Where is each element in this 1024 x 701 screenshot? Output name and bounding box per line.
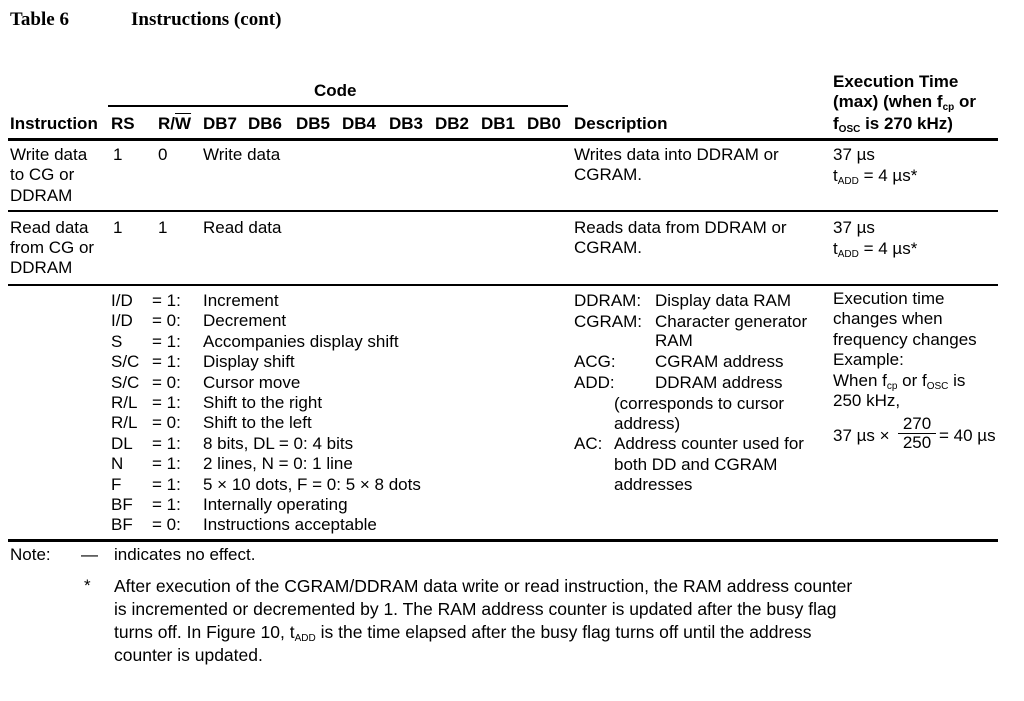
col-exec-line2: (max) (when $f_{cp}$ or <box>833 92 976 113</box>
row2-instruction-line2: from CG or <box>10 238 95 257</box>
note-star-line4: counter is updated. <box>114 645 263 665</box>
legend-value: = 0: <box>152 413 181 433</box>
abbrev-acg-key: ACG: <box>574 352 616 371</box>
legend-text: Internally operating <box>203 495 348 514</box>
exec-note-line1: Execution time <box>833 289 945 308</box>
legend-symbol: R/L <box>111 413 138 433</box>
row1-tadd: $t_{ADD} = 4$ µs* <box>833 166 918 187</box>
row1-code: Write data <box>203 145 281 164</box>
row2-description-line2: CGRAM. <box>574 238 642 257</box>
exec-note-line4: Example: <box>833 350 904 369</box>
abbrev-add-val3: address) <box>614 414 681 433</box>
legend-value: = 0: <box>152 515 181 535</box>
legend-text: Decrement <box>203 311 287 331</box>
col-instruction: Instruction <box>10 114 98 133</box>
col-db7: DB7 <box>203 114 238 133</box>
abbrev-ddram-val: Display data RAM <box>655 291 792 310</box>
legend-symbol: BF <box>111 515 133 535</box>
legend-symbol: R/L <box>111 393 138 412</box>
legend-value: = 1: <box>152 433 181 453</box>
row2-description-line1: Reads data from DDRAM or <box>574 218 787 237</box>
legend-text: Increment <box>203 291 279 310</box>
row2-rs: 1 <box>113 218 123 237</box>
legend-text: 2 lines, N = 0: 1 line <box>203 454 353 474</box>
legend-symbol: I/D <box>111 311 133 331</box>
abbrev-ac-val2: both DD and CGRAM <box>614 455 778 474</box>
legend-text: Shift to the left <box>203 413 312 433</box>
legend-symbol: S/C <box>111 372 140 392</box>
col-db0: DB0 <box>527 114 562 133</box>
col-exec-line1: Execution Time <box>833 72 959 91</box>
exec-note-line6: 250 kHz, <box>833 391 901 410</box>
formula-denominator: 250 <box>902 433 932 452</box>
legend-symbol: F <box>111 474 122 494</box>
legend-value: = 0: <box>152 372 181 392</box>
legend-value: = 1: <box>152 454 181 474</box>
exec-note-line5: When $f_{cp}$ or $f_{OSC}$ is <box>833 371 966 392</box>
row-divider <box>8 284 998 286</box>
row-divider <box>8 210 998 212</box>
col-description: Description <box>574 114 668 133</box>
legend-symbol: S/C <box>111 352 140 372</box>
table-title: Instructions (cont) <box>131 9 282 30</box>
note-star-line2: is incremented or decremented by 1. The RAM address counter is updated after the busy flag <box>114 599 837 619</box>
abbrev-add-val2: (corresponds to cursor <box>614 394 785 413</box>
legend-value: = 1: <box>152 393 181 412</box>
legend-symbol: S <box>111 331 123 351</box>
legend-text: Shift to the right <box>203 393 323 412</box>
legend-value: = 1: <box>152 291 181 310</box>
formula-right: = 40 µs <box>939 426 996 445</box>
note-star: * <box>84 576 91 595</box>
legend-value: = 0: <box>152 311 181 331</box>
col-exec-line3: $f_{OSC}$ is 270 kHz) <box>833 114 953 135</box>
abbrev-cgram-key: CGRAM: <box>574 312 642 331</box>
row2-time: 37 µs <box>833 218 875 237</box>
legend-symbol: I/D <box>111 291 133 310</box>
note-star-line1: After execution of the CGRAM/DDRAM data write or read instruction, the RAM address counter <box>114 576 853 596</box>
note-star-line3: turns off. In Figure 10, $t_{ADD}$ is the time elapsed after the busy flag turns off until the address <box>114 622 812 644</box>
exec-note-line3: frequency changes <box>833 330 977 349</box>
row2-rw: 1 <box>158 218 168 237</box>
abbrev-add-val1: DDRAM address <box>655 373 783 392</box>
table-bottom-rule <box>8 539 998 542</box>
col-db3: DB3 <box>389 114 424 133</box>
row1-instruction-line1: Write data <box>10 145 88 164</box>
legend-text: 5 × 10 dots, F = 0: 5 × 8 dots <box>203 474 421 494</box>
abbrev-ac-val3: addresses <box>614 475 693 494</box>
formula-fraction <box>898 415 936 452</box>
abbrev-cgram-val2: RAM <box>655 331 693 350</box>
abbrev-acg-val: CGRAM address <box>655 352 784 371</box>
legend-symbol: BF <box>111 495 133 514</box>
row2-code: Read data <box>203 218 282 237</box>
abbrev-cgram-val1: Character generator <box>655 312 808 331</box>
abbrev-ac-key: AC: <box>574 434 603 453</box>
row1-rs: 1 <box>113 145 123 164</box>
legend-value: = 1: <box>152 474 181 494</box>
legend-text: Accompanies display shift <box>203 331 399 351</box>
col-db5: DB5 <box>296 114 331 133</box>
col-db4: DB4 <box>342 114 377 133</box>
abbrev-ddram-key: DDRAM: <box>574 291 642 310</box>
col-db6: DB6 <box>248 114 283 133</box>
code-group-rule <box>108 105 568 107</box>
note-dash-text: indicates no effect. <box>114 545 256 564</box>
note-dash: — <box>81 545 98 564</box>
col-rw: $R/\overline{W}$ <box>158 114 192 133</box>
header-rule <box>8 138 998 141</box>
row1-description-line2: CGRAM. <box>574 165 642 184</box>
col-rs: RS <box>111 114 135 133</box>
formula-numerator: 270 <box>898 415 936 434</box>
row2-instruction-line3: DDRAM <box>10 258 73 277</box>
row1-instruction-line2: to CG or <box>10 165 75 184</box>
legend-text: 8 bits, DL = 0: 4 bits <box>203 433 354 453</box>
legend-text: Cursor move <box>203 372 301 392</box>
exec-note-line2: changes when <box>833 309 943 328</box>
row1-instruction-line3: DDRAM <box>10 186 73 205</box>
legend-symbol: DL <box>111 433 133 453</box>
col-db2: DB2 <box>435 114 470 133</box>
table-number: Table 6 <box>10 9 69 30</box>
legend-value: = 1: <box>152 331 181 351</box>
code-group-header: Code <box>314 81 357 100</box>
legend-value: = 1: <box>152 352 181 372</box>
row1-description-line1: Writes data into DDRAM or <box>574 145 779 164</box>
legend-text: Display shift <box>203 352 295 372</box>
row1-time: 37 µs <box>833 145 875 164</box>
row2-tadd: $t_{ADD} = 4$ µs* <box>833 239 918 260</box>
abbrev-add-key: ADD: <box>574 373 615 392</box>
abbrev-ac-val1: Address counter used for <box>614 434 804 453</box>
formula-left: 37 µs × <box>833 426 890 445</box>
row2-instruction-line1: Read data <box>10 218 89 237</box>
col-db1: DB1 <box>481 114 516 133</box>
row1-rw: 0 <box>158 145 168 164</box>
legend-value: = 1: <box>152 495 181 514</box>
legend-text: Instructions acceptable <box>203 515 377 535</box>
legend-symbol: N <box>111 454 124 474</box>
note-label: Note: <box>10 545 51 564</box>
